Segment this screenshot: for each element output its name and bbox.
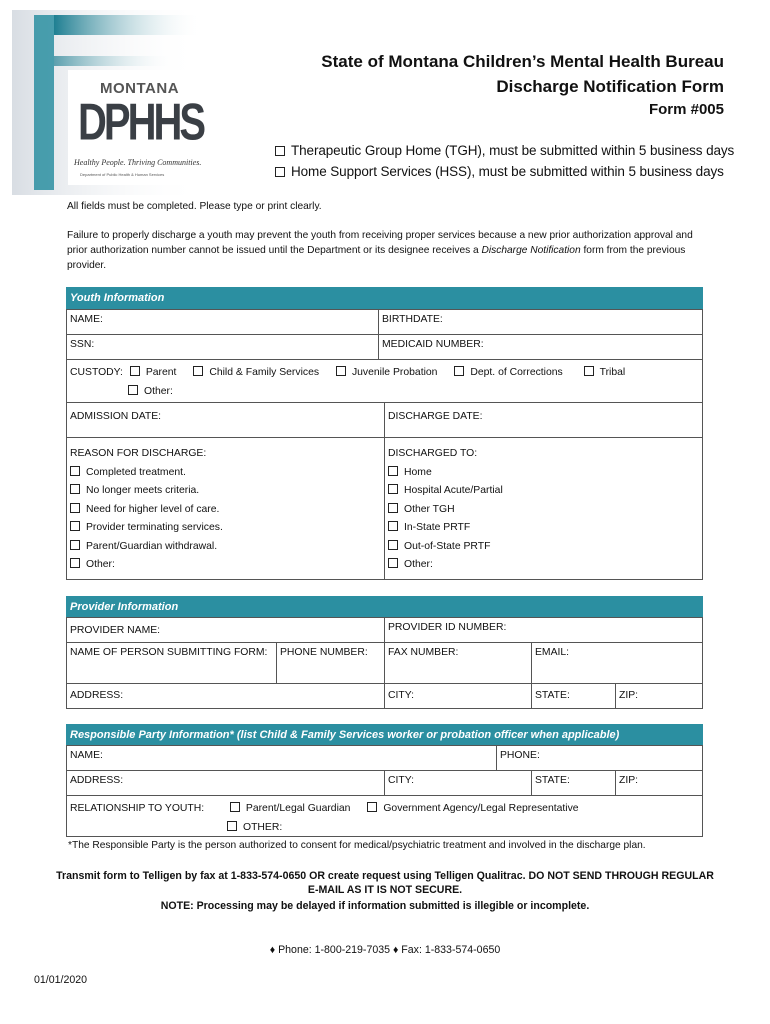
form-subtitle: Discharge Notification Form xyxy=(496,77,724,96)
custody-cfs-checkbox[interactable] xyxy=(193,366,203,376)
form-number: Form #005 xyxy=(648,101,724,118)
section-responsible-heading: Responsible Party Information* (list Child & Family Services worker or probation officer when applicable) xyxy=(66,724,703,746)
custody-corrections-checkbox[interactable] xyxy=(454,366,464,376)
destination-checkbox[interactable] xyxy=(388,466,398,476)
transmit-instructions-cont: E-MAIL AS IT IS NOT SECURE. xyxy=(307,884,463,896)
relationship-agency-checkbox[interactable] xyxy=(367,802,377,812)
provider-name-field[interactable]: PROVIDER NAME: xyxy=(66,617,385,643)
responsible-phone-field[interactable]: PHONE: xyxy=(496,745,703,771)
checkbox[interactable] xyxy=(275,146,285,156)
custody-tribal-checkbox[interactable] xyxy=(584,366,594,376)
custody-parent-checkbox[interactable] xyxy=(130,366,140,376)
reason-checkbox[interactable] xyxy=(70,558,80,568)
destination-checkbox[interactable] xyxy=(388,540,398,550)
destination-checkbox[interactable] xyxy=(388,484,398,494)
youth-birthdate-field[interactable]: BIRTHDATE: xyxy=(378,309,703,335)
logo-tagline: Healthy People. Thriving Communities. xyxy=(74,158,202,167)
responsible-state-field[interactable]: STATE: xyxy=(531,770,616,796)
reason-checkbox[interactable] xyxy=(70,521,80,531)
option-hss[interactable]: Home Support Services (HSS), must be submitted within 5 business days xyxy=(275,164,724,179)
contact-info: ♦ Phone: 1-800-219-7035 ♦ Fax: 1-833-574-0650 xyxy=(269,944,501,956)
reason-checkbox[interactable] xyxy=(70,540,80,550)
relationship-field: RELATIONSHIP TO YOUTH: Parent/Legal Guardian Government Agency/Legal Representative OTHER: xyxy=(66,795,703,837)
provider-state-field[interactable]: STATE: xyxy=(531,683,616,709)
logo-state-text: MONTANA xyxy=(100,80,180,97)
form-title: State of Montana Children’s Mental Health Bureau xyxy=(321,52,724,71)
youth-discharge-date-field[interactable]: DISCHARGE DATE: xyxy=(384,402,703,438)
relationship-other-checkbox[interactable] xyxy=(227,821,237,831)
youth-ssn-field[interactable]: SSN: xyxy=(66,334,379,360)
destination-checkbox[interactable] xyxy=(388,521,398,531)
submitter-name-field[interactable]: NAME OF PERSON SUBMITTING FORM: xyxy=(66,642,277,684)
instructions-line: All fields must be completed. Please type or print clearly. xyxy=(67,201,322,212)
youth-admission-field[interactable]: ADMISSION DATE: xyxy=(66,402,385,438)
responsible-footnote: *The Responsible Party is the person authorized to consent for medical/psychiatric treatment and involved in the discharge plan. xyxy=(68,840,646,851)
responsible-zip-field[interactable]: ZIP: xyxy=(615,770,703,796)
reason-checkbox[interactable] xyxy=(70,466,80,476)
section-youth-heading: Youth Information xyxy=(66,287,703,309)
provider-address-field[interactable]: ADDRESS: xyxy=(66,683,385,709)
section-provider-heading: Provider Information xyxy=(66,596,703,618)
relationship-guardian-checkbox[interactable] xyxy=(230,802,240,812)
responsible-name-field[interactable]: NAME: xyxy=(66,745,497,771)
youth-medicaid-field[interactable]: MEDICAID NUMBER: xyxy=(378,334,703,360)
logo-subtext: Department of Public Health & Human Services xyxy=(80,172,165,177)
youth-name-field[interactable]: NAME: xyxy=(66,309,379,335)
provider-zip-field[interactable]: ZIP: xyxy=(615,683,703,709)
destination-checkbox[interactable] xyxy=(388,558,398,568)
logo-mark: DPHHS xyxy=(78,94,204,152)
destination-checkbox[interactable] xyxy=(388,503,398,513)
dphhs-logo xyxy=(12,10,202,195)
provider-fax-field[interactable]: FAX NUMBER: xyxy=(384,642,532,684)
option-tgh[interactable]: Therapeutic Group Home (TGH), must be submitted within 5 business days xyxy=(275,143,734,158)
reason-for-discharge: REASON FOR DISCHARGE: Completed treatment. No longer meets criteria. Need for higher level of care. Provider terminating services. Parent/Guardian withdrawal. Other: xyxy=(66,437,385,580)
custody-juvenile-checkbox[interactable] xyxy=(336,366,346,376)
youth-custody-field: CUSTODY: Parent Child & Family Services Juvenile Probation Dept. of Corrections Tribal Other: xyxy=(66,359,703,403)
checkbox[interactable] xyxy=(275,167,285,177)
custody-other-checkbox[interactable] xyxy=(128,385,138,395)
provider-city-field[interactable]: CITY: xyxy=(384,683,532,709)
responsible-city-field[interactable]: CITY: xyxy=(384,770,532,796)
discharged-to: DISCHARGED TO: Home Hospital Acute/Partial Other TGH In-State PRTF Out-of-State PRTF Other: xyxy=(384,437,703,580)
reason-checkbox[interactable] xyxy=(70,503,80,513)
responsible-address-field[interactable]: ADDRESS: xyxy=(66,770,385,796)
provider-email-field[interactable]: EMAIL: xyxy=(531,642,703,684)
revision-date: 01/01/2020 xyxy=(34,974,88,986)
provider-id-field[interactable]: PROVIDER ID NUMBER: xyxy=(384,617,703,643)
processing-note: NOTE: Processing may be delayed if information submitted is illegible or incomplete. xyxy=(160,900,590,912)
reason-checkbox[interactable] xyxy=(70,484,80,494)
transmit-instructions: Transmit form to Telligen by fax at 1-833-574-0650 OR create request using Telligen Qualitrac. DO NOT SEND THROUGH REGULAR xyxy=(56,870,714,882)
provider-phone-field[interactable]: PHONE NUMBER: xyxy=(276,642,385,684)
instructions-paragraph: Failure to properly discharge a youth may prevent the youth from receiving proper services because a new prior authorization approval and prior authorization number cannot be issued until the Department or its designee receives a Discharge Notification form from the previous provider. xyxy=(67,230,693,271)
